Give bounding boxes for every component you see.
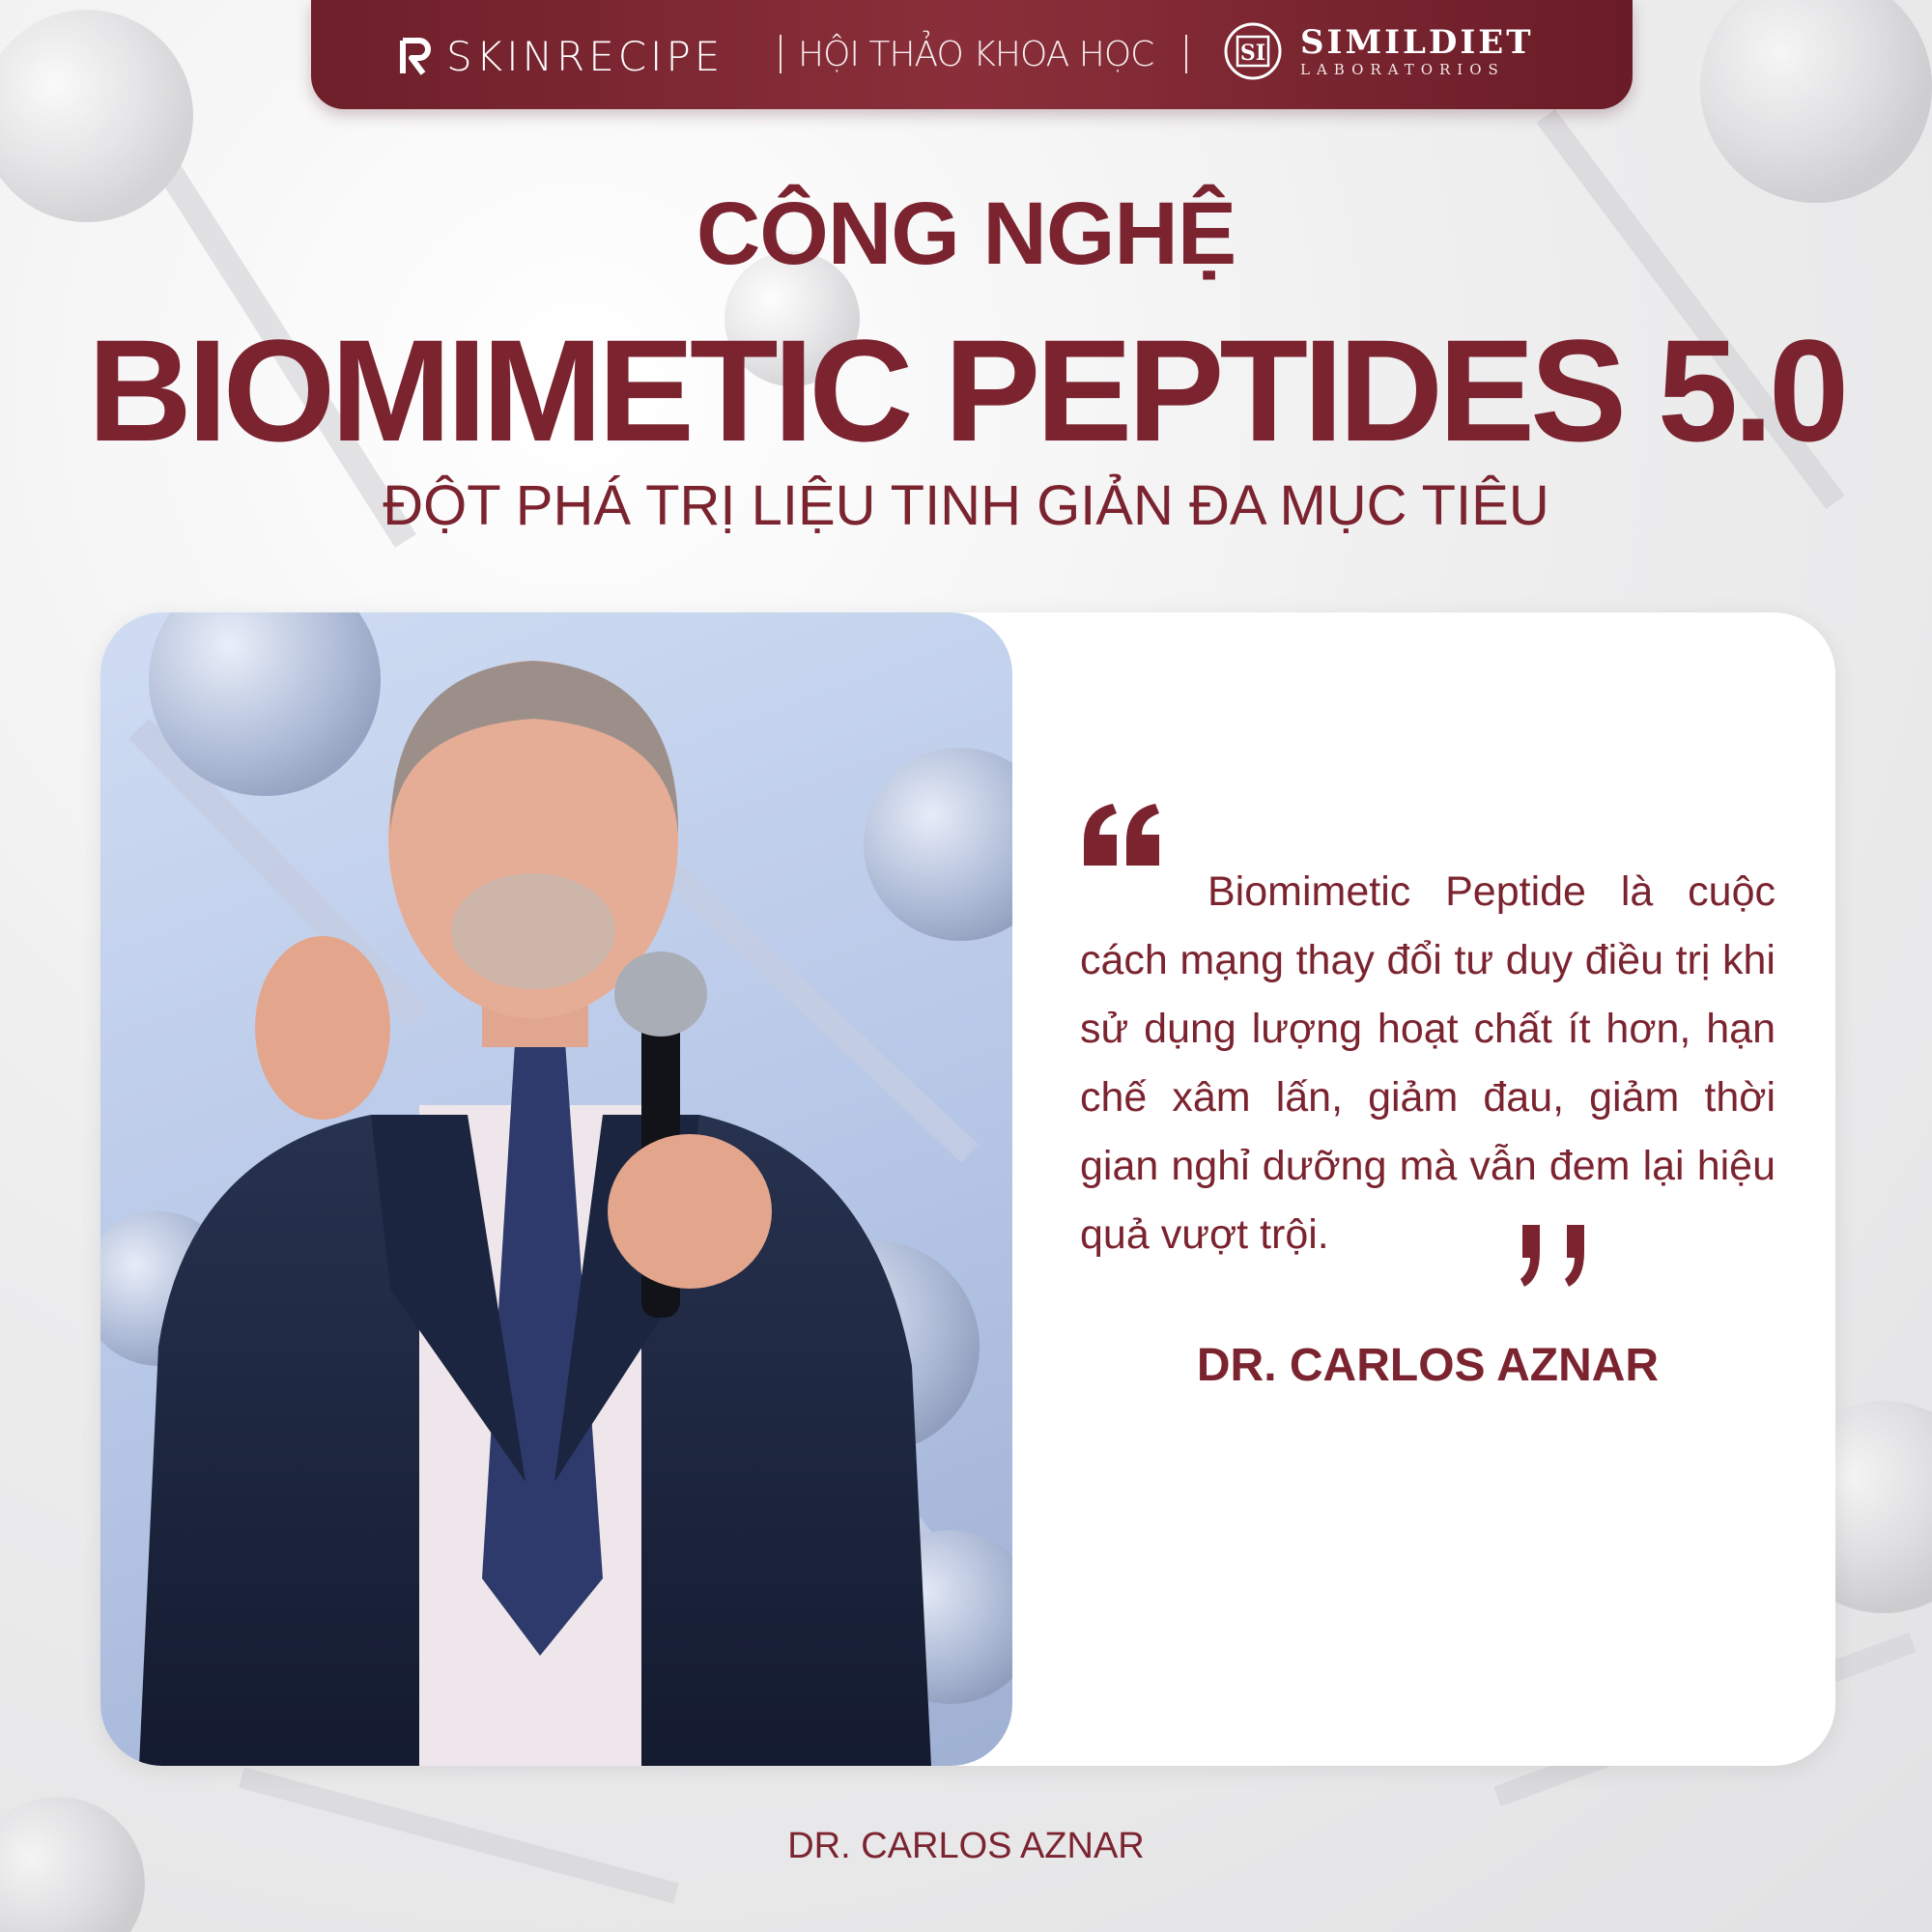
quote-author: DR. CARLOS AZNAR bbox=[1196, 1340, 1660, 1391]
banner-divider bbox=[780, 35, 781, 73]
page-title: BIOMIMETIC PEPTIDES 5.0 bbox=[87, 309, 1845, 471]
heading-subtitle: ĐỘT PHÁ TRỊ LIỆU TINH GIẢN ĐA MỤC TIÊU bbox=[383, 474, 1549, 537]
speaker-photo bbox=[100, 612, 1012, 1766]
simildiet-mark-text: SI bbox=[1239, 41, 1266, 66]
skinrecipe-logo bbox=[400, 33, 724, 80]
photo-caption: DR. CARLOS AZNAR bbox=[787, 1826, 1145, 1866]
skinrecipe-logo-icon bbox=[400, 38, 433, 76]
top-banner bbox=[311, 0, 1633, 109]
simildiet-logo bbox=[1223, 21, 1534, 81]
simildiet-subbrand: LABORATORIOS bbox=[1300, 60, 1505, 78]
simildiet-logo-icon bbox=[1223, 21, 1283, 81]
banner-divider bbox=[1185, 35, 1187, 73]
event-label: HỘI THẢO KHOA HỌC bbox=[798, 35, 1154, 74]
close-quote-icon bbox=[1519, 1221, 1602, 1289]
simildiet-brand: SIMILDIET bbox=[1300, 22, 1534, 62]
heading-pre: CÔNG NGHỆ bbox=[696, 185, 1236, 283]
skinrecipe-brand: SKINRECIPE bbox=[446, 33, 724, 80]
quote-text: Biomimetic Peptide là cuộc cách mạng thay đổi tư duy điều trị khi sử dụng lượng hoạt chất ít hơn, hạn chế xâm lấn, giảm đau, giảm thời gian nghỉ dưỡng mà vẫn đem lại hiệu quả vượt trội. bbox=[1080, 868, 1776, 1258]
